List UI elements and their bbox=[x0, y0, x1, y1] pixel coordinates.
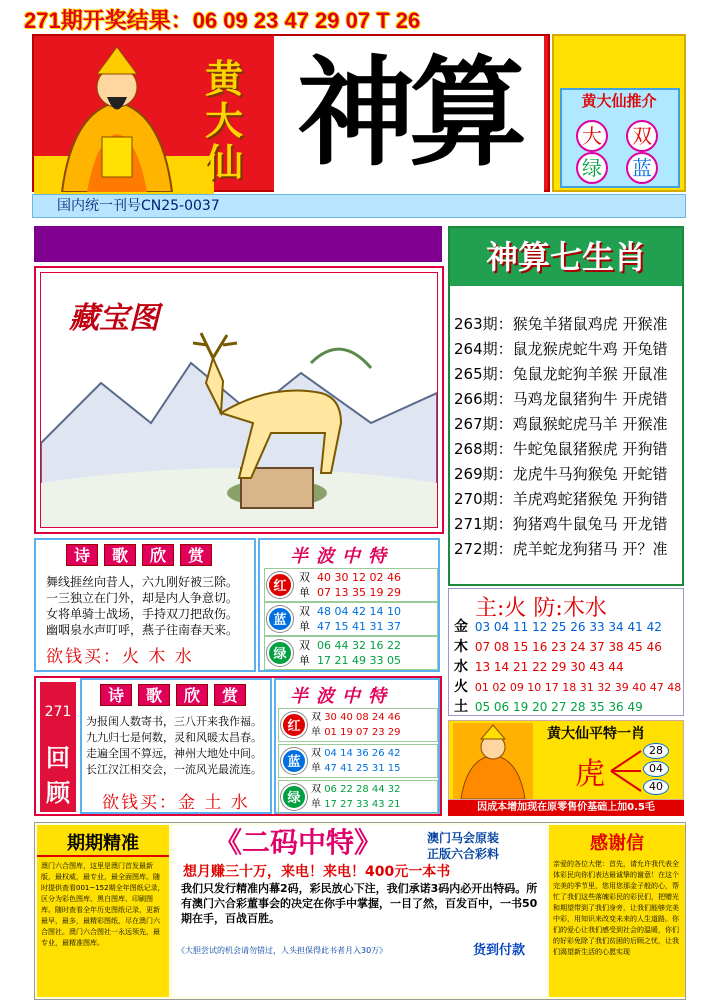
special-zodiac-title: 黄大仙平特一肖 bbox=[547, 726, 645, 742]
list-item: 266期：马鸡龙鼠猪狗牛 开虎错 bbox=[454, 390, 668, 408]
half-wave-panel bbox=[274, 678, 440, 814]
brand-char: 大 bbox=[204, 98, 243, 143]
recommend-item: 绿 bbox=[576, 152, 608, 184]
list-item: 272期：虎羊蛇龙狗猪马 开？准 bbox=[454, 540, 668, 558]
wave-row: 单 47 41 25 31 15 bbox=[311, 763, 401, 774]
half-wave-panel bbox=[258, 538, 440, 672]
green-ball-icon: 绿 bbox=[281, 784, 307, 810]
deity-figure-icon bbox=[42, 42, 192, 192]
ad-title: 《二码中特》 bbox=[213, 826, 382, 859]
red-ball-icon: 红 bbox=[267, 572, 293, 598]
treasure-map-title: 藏宝图 bbox=[69, 301, 159, 336]
list-item: 263期：猴兔羊猪鼠鸡虎 开猴准 bbox=[454, 315, 668, 333]
red-ball-icon: 红 bbox=[281, 712, 307, 738]
seven-zodiac-title: 神算七生肖 bbox=[450, 228, 682, 286]
list-item: 265期：兔鼠龙蛇狗羊猴 开鼠准 bbox=[454, 365, 668, 383]
treasure-map-panel bbox=[34, 266, 444, 534]
half-wave-title: 半波中特 bbox=[290, 546, 394, 567]
five-elements-list bbox=[451, 617, 683, 717]
poem-panel bbox=[34, 538, 256, 672]
ad-foot: 《大胆尝试的机会请勿错过，人头担保得此书者月入30万》 bbox=[177, 946, 388, 955]
special-zodiac-panel bbox=[448, 720, 684, 800]
treasure-map-frame bbox=[40, 272, 438, 528]
list-item: 土 05 06 19 20 27 28 35 36 49 bbox=[454, 699, 643, 715]
thanks-text: 亲爱的各位大佬：首先，请允许我代表全体彩民向你们表达最诚挚的谢意！在这个完美的季节里，您用您那金子般的心，帮忙了我们这些落魄彩民的彩民们，把赠光和期望带到了我们身旁，让我们能够完美中彩，用知识来改变未来的人生道路。你们的爱心让我们感受到社会的温暖，你们的好彩免除了我们贫困的后顾之忧，让我们渴望新生活的心愿实现 bbox=[553, 860, 679, 956]
poem-text: 为报闺人数寄书，三八开来我作福。 九九归七是何数，灵和风暖太昌春。 走遍全国不算远，神州大地处中间。 长江汉江相交会，一流风光最流连。 bbox=[86, 715, 262, 776]
list-item: 267期：鸡鼠猴蛇虎马羊 开猴准 bbox=[454, 415, 668, 433]
list-item: 金 03 04 11 12 25 26 33 34 41 42 bbox=[454, 619, 662, 635]
ad-side: 正版六合彩料 bbox=[427, 847, 500, 861]
ad-side: 澳门马会原装 bbox=[427, 831, 500, 845]
ad-pay: 货到付款 bbox=[473, 943, 526, 958]
deer-illustration-icon bbox=[41, 273, 437, 527]
brand-char: 黄 bbox=[204, 56, 243, 101]
list-item: 270期：羊虎鸡蛇猪猴兔 开狗错 bbox=[454, 490, 668, 508]
review-label: 回 bbox=[46, 744, 70, 772]
list-item: 271期：狗猪鸡牛鼠兔马 开龙错 bbox=[454, 515, 668, 533]
special-number: 40 bbox=[643, 779, 669, 795]
ad-slogan: 想月赚三十万，来电！来电！400元一本书 bbox=[183, 864, 451, 880]
review-issue: 271 bbox=[44, 704, 72, 720]
wave-group-green bbox=[264, 636, 438, 670]
list-item: 264期：鼠龙猴虎蛇牛鸡 开兔错 bbox=[454, 340, 668, 358]
poem-title: 诗 歌 欣 赏 bbox=[100, 684, 260, 708]
bottom-section bbox=[34, 822, 686, 1000]
list-item: 268期：牛蛇兔鼠猪猴虎 开狗错 bbox=[454, 440, 668, 458]
price-note: 因成本增加现在原零售价基础上加0.5毛 bbox=[448, 800, 684, 816]
thanks-title: 感谢信 bbox=[590, 833, 644, 854]
accuracy-title: 期期精准 bbox=[37, 829, 169, 857]
thanks-box bbox=[549, 825, 685, 997]
wave-row: 双 06 44 32 16 22 bbox=[299, 639, 401, 652]
ad-body: 我们只发行精准内幕2码，彩民放心下注，我们承诺3码内必开出特码。所有澳门六合彩董事会的决定在你手中掌握，一目了然，百发百中，一书50期在手，百战百胜。 bbox=[181, 882, 538, 925]
wave-row: 双 04 14 36 26 42 bbox=[311, 748, 401, 759]
wave-row: 双 40 30 12 02 46 bbox=[299, 571, 401, 584]
five-elements-panel bbox=[448, 588, 684, 716]
purple-bar bbox=[34, 226, 442, 262]
seven-zodiac-list bbox=[450, 312, 682, 562]
special-zodiac-value: 虎 bbox=[575, 757, 605, 792]
deity-small-icon bbox=[453, 723, 533, 799]
poem-text: 舞线捱丝向昔人，六九刚好被三除。 一三独立在门外，却是内人争意切。 女将单骑士战场，手持双刀把敌伤。 幽咽泉水声叮呼，燕子往南春天来。 bbox=[46, 575, 239, 637]
seven-zodiac-panel bbox=[448, 226, 684, 586]
accuracy-box bbox=[37, 825, 169, 997]
green-ball-icon: 绿 bbox=[267, 640, 293, 666]
brand-char: 仙 bbox=[204, 140, 243, 185]
wave-row: 单 07 13 35 19 29 bbox=[299, 586, 401, 599]
recommend-item: 蓝 bbox=[626, 152, 658, 184]
wave-group-red bbox=[264, 568, 438, 602]
ad-box bbox=[173, 825, 547, 997]
review-sidebar bbox=[40, 682, 76, 812]
wave-row: 单 01 19 07 23 29 bbox=[311, 727, 401, 738]
draw-result: 271期开奖结果：06 09 23 47 29 07 T 26 bbox=[24, 8, 421, 33]
brand-vertical bbox=[184, 58, 264, 188]
wave-group-red bbox=[278, 708, 438, 742]
list-item: 水 13 14 21 22 29 30 43 44 bbox=[454, 659, 624, 675]
poem-buy: 欲钱买：金 土 水 bbox=[102, 793, 250, 813]
blue-ball-icon: 蓝 bbox=[281, 748, 307, 774]
publication-number: 国内统一刊号CN25-0037 bbox=[32, 194, 686, 218]
wave-group-green bbox=[278, 780, 438, 814]
poem-title: 诗 歌 欣 赏 bbox=[66, 544, 226, 568]
blue-ball-icon: 蓝 bbox=[267, 606, 293, 632]
poem-buy: 欲钱买：火 木 水 bbox=[46, 647, 194, 667]
wave-row: 双 30 40 08 24 46 bbox=[311, 712, 401, 723]
special-number: 04 bbox=[643, 761, 669, 777]
half-wave-title: 半波中特 bbox=[290, 686, 394, 707]
wave-row: 单 47 15 41 31 37 bbox=[299, 620, 401, 633]
arrow-lines-icon bbox=[609, 745, 643, 797]
wave-row: 双 06 22 28 44 32 bbox=[311, 784, 401, 795]
review-panel bbox=[34, 676, 442, 816]
wave-row: 单 17 27 33 43 21 bbox=[311, 799, 401, 810]
list-item: 火 01 02 09 10 17 18 31 32 39 40 47 48 bbox=[454, 679, 682, 695]
review-label: 顾 bbox=[46, 779, 70, 807]
masthead-title: 神算 bbox=[274, 36, 544, 192]
wave-row: 单 17 21 49 33 05 bbox=[299, 654, 401, 667]
list-item: 269期：龙虎牛马狗猴兔 开蛇错 bbox=[454, 465, 668, 483]
wave-row: 双 48 04 42 14 10 bbox=[299, 605, 401, 618]
five-elements-title: 主:火 防:木水 bbox=[475, 596, 607, 621]
wave-group-blue bbox=[278, 744, 438, 778]
accuracy-text: 澳门六合图库，这里是澳门首发最新版，最权威，最专业，最全面图库。随时提供查看001~152期全年图纸记录，区分为彩色图库、黑白图库、印刷图库。随时查看全年历史图纸记录，更新最早，最多，最精彩图纸，尽在澳门六合图社。澳门六合图社一永远领先，最专业，最精准图库。 bbox=[41, 862, 165, 947]
recommend-item: 大 bbox=[576, 120, 608, 152]
recommend-box bbox=[552, 34, 686, 192]
masthead-banner bbox=[32, 34, 550, 192]
special-number: 28 bbox=[643, 743, 669, 759]
recommend-item: 双 bbox=[626, 120, 658, 152]
wave-group-blue bbox=[264, 602, 438, 636]
review-poem bbox=[80, 678, 272, 814]
recommend-title: 黄大仙推介 bbox=[581, 92, 657, 110]
list-item: 木 07 08 15 16 23 24 37 38 45 46 bbox=[454, 639, 662, 655]
